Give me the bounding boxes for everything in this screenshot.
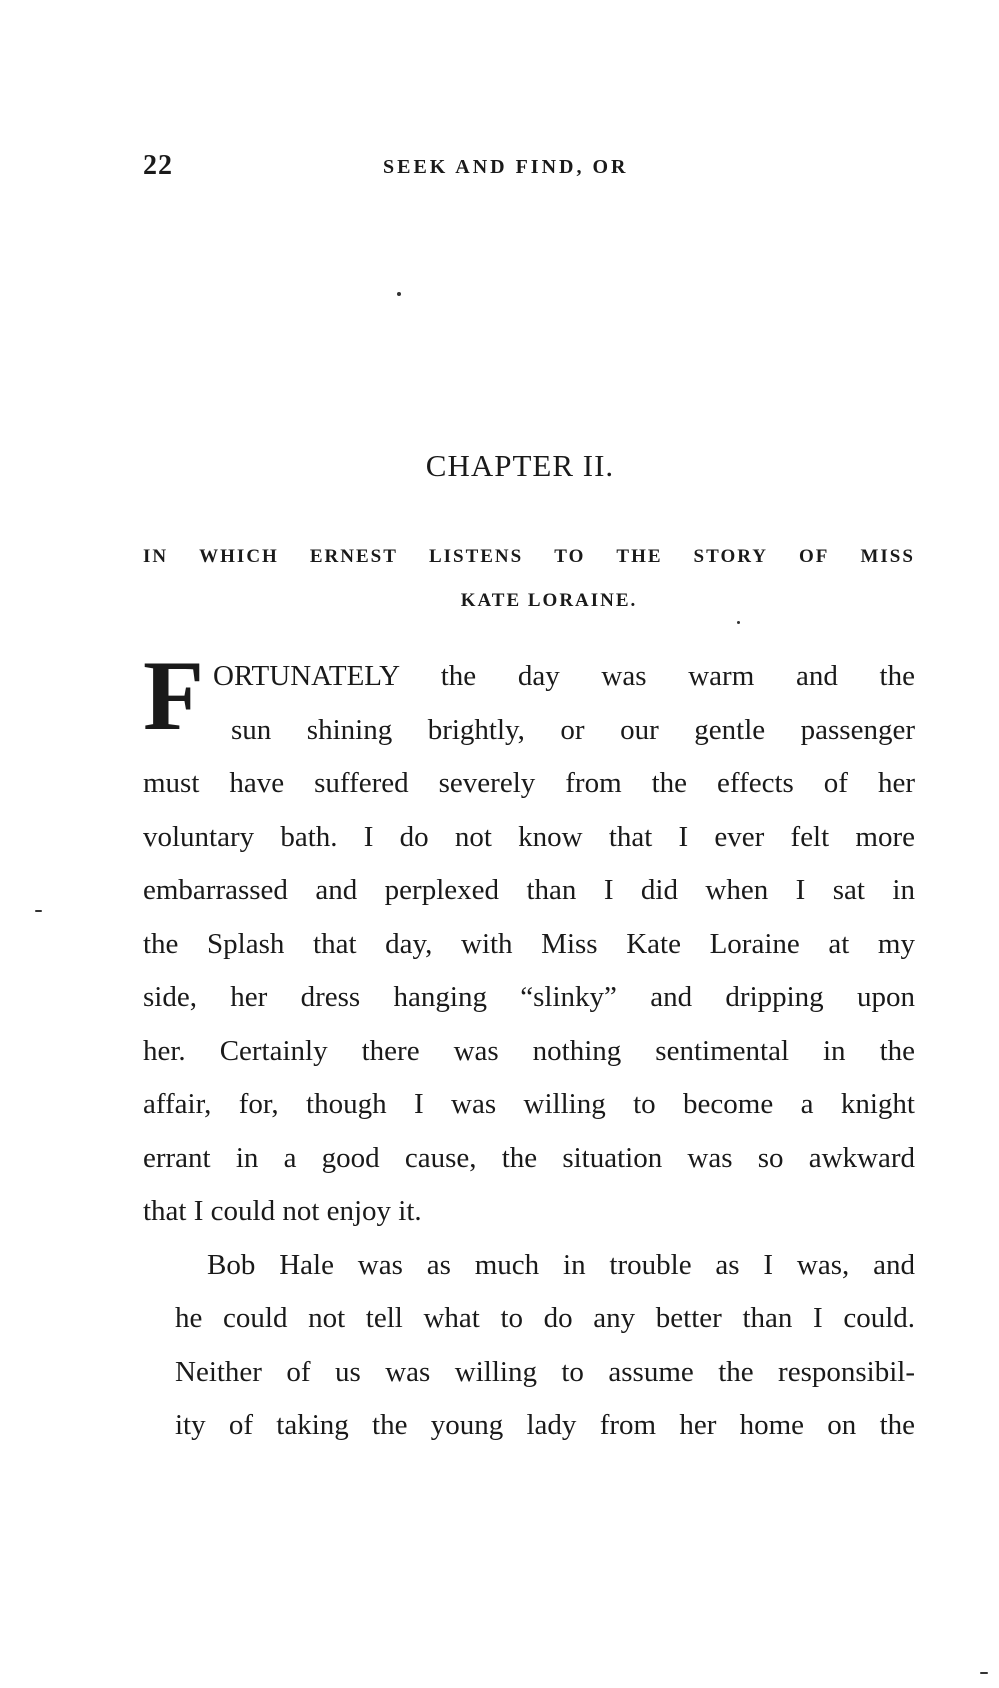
text-line: side, her dress hanging “slinky” and dripping upon xyxy=(143,981,915,1013)
text-line: sun shining brightly, or our gentle passenger xyxy=(231,713,915,746)
subtitle-word: WHICH xyxy=(199,546,279,567)
text-line: ORTUNATELY the day was warm and the xyxy=(213,660,915,692)
text-line: Neither of us was willing to assume the responsibil- xyxy=(175,1355,915,1388)
body-text xyxy=(143,640,915,1453)
subtitle-word: IN xyxy=(143,546,169,567)
text-line: embarrassed and perplexed than I did when I sat in xyxy=(143,874,915,906)
paragraph-1 xyxy=(143,640,915,1239)
subtitle-word: OF xyxy=(799,546,830,567)
text-line: he could not tell what to do any better than I could. xyxy=(175,1302,915,1334)
running-head xyxy=(143,150,915,186)
chapter-subtitle-line-2: KATE LORAINE. xyxy=(460,590,638,611)
text-line: ity of taking the young lady from her home on the xyxy=(175,1409,915,1441)
running-title: SEEK AND FIND, OR xyxy=(383,156,629,178)
ink-speck xyxy=(397,292,401,296)
text-line: her. Certainly there was nothing sentimental in the xyxy=(143,1034,915,1067)
ink-speck xyxy=(35,910,42,912)
text-line: errant in a good cause, the situation was so awkward xyxy=(143,1141,915,1174)
paragraph-2 xyxy=(143,1239,915,1453)
ink-speck xyxy=(980,1672,988,1674)
text-line: must have suffered severely from the effects of her xyxy=(143,767,915,799)
chapter-title: CHAPTER II. xyxy=(425,448,615,483)
subtitle-word: TO xyxy=(554,546,586,567)
text-line: voluntary bath. I do not know that I ever felt more xyxy=(143,820,915,853)
chapter-subtitle-line-1 xyxy=(143,535,915,579)
text-line: Bob Hale was as much in trouble as I was, and xyxy=(207,1248,915,1281)
subtitle-word: LISTENS xyxy=(428,546,524,567)
text-line: the Splash that day, with Miss Kate Loraine at my xyxy=(143,927,915,960)
subtitle-word: MISS xyxy=(860,546,915,567)
text-line: that I could not enjoy it. xyxy=(143,1195,422,1227)
subtitle-word: STORY xyxy=(693,546,768,567)
text-line: affair, for, though I was willing to become a knight xyxy=(143,1088,915,1120)
page-number: 22 xyxy=(143,150,173,181)
subtitle-word: ERNEST xyxy=(309,546,398,567)
drop-cap: F xyxy=(143,640,205,751)
chapter-subtitle xyxy=(143,535,915,623)
ink-speck xyxy=(737,621,740,624)
subtitle-word: THE xyxy=(616,546,663,567)
